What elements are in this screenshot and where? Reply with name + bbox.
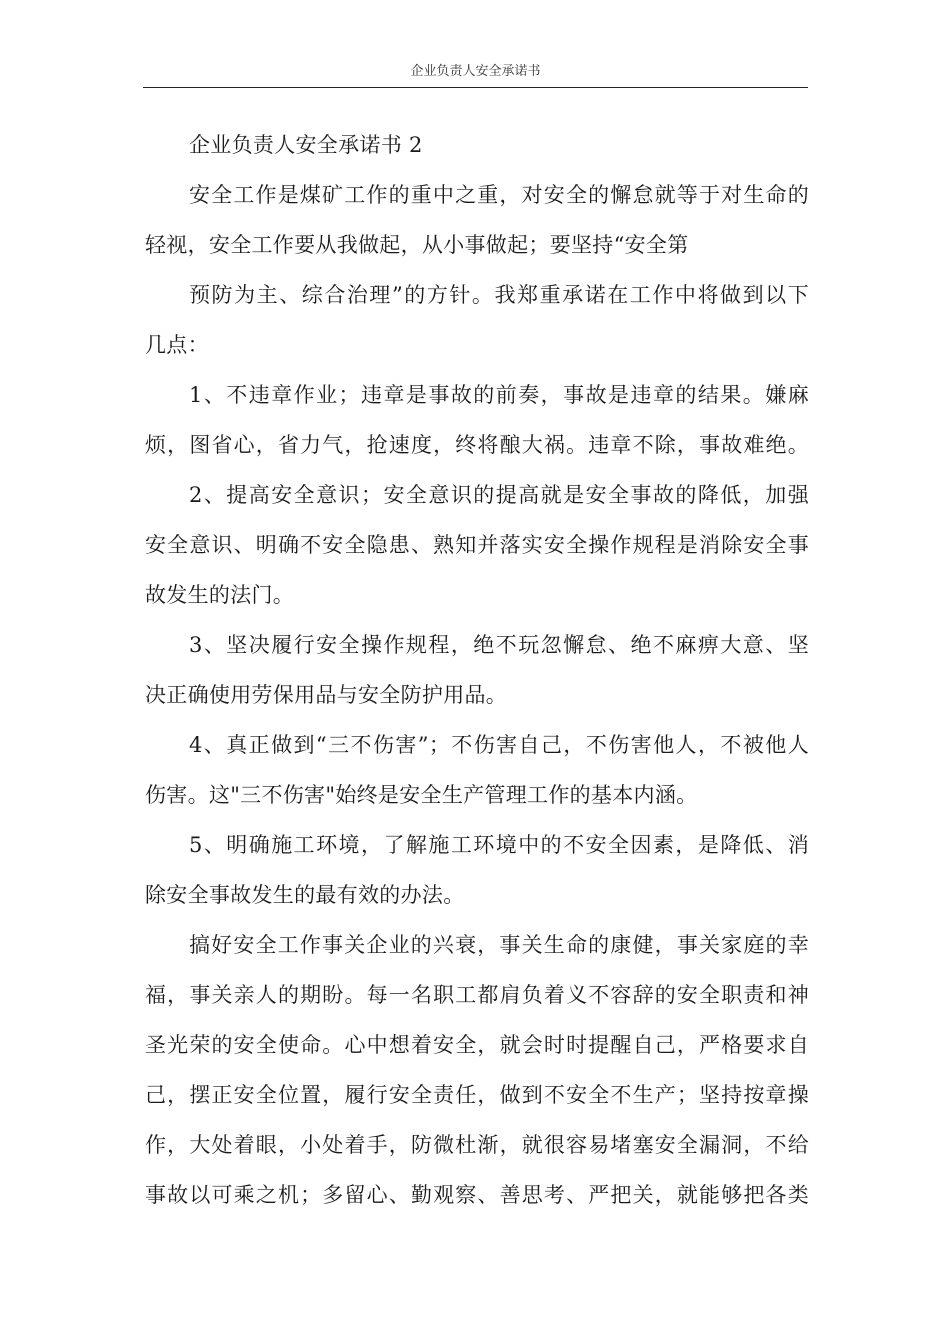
closing-paragraph-line: 搞好安全工作事关企业的兴衰，事关生命的康健，事关家庭的幸 xyxy=(189,933,809,957)
list-item-4-line: 4、真正做到“三不伤害”；不伤害自己，不伤害他人，不被他人 xyxy=(189,733,809,757)
document-body xyxy=(145,120,809,1220)
closing-paragraph-line: 己，摆正安全位置，履行安全责任，做到不安全不生产；坚持按章操 xyxy=(145,1083,809,1107)
running-header: 企业负责人安全承诺书 xyxy=(410,64,541,79)
list-item-2-line: 安全意识、明确不安全隐患、熟知并落实安全操作规程是消除安全事 xyxy=(145,533,809,557)
header-divider xyxy=(143,87,808,88)
closing-paragraph-line: 福，事关亲人的期盼。每一名职工都肩负着义不容辞的安全职责和神 xyxy=(145,983,809,1007)
paragraph-line: 几点： xyxy=(145,333,209,357)
list-item-1-line: 1、不违章作业；违章是事故的前奏，事故是违章的结果。嫌麻 xyxy=(189,383,809,407)
list-item-1-line: 烦，图省心，省力气，抢速度，终将酿大祸。违章不除，事故难绝。 xyxy=(145,433,809,457)
paragraph-line: 预防为主、综合治理”的方针。我郑重承诺在工作中将做到以下 xyxy=(189,283,809,307)
list-item-4-line: 伤害。这"三不伤害"始终是安全生产管理工作的基本内涵。 xyxy=(145,783,698,807)
closing-paragraph-line: 圣光荣的安全使命。心中想着安全，就会时时提醒自己，严格要求自 xyxy=(145,1033,809,1057)
list-item-5-line: 除安全事故发生的最有效的办法。 xyxy=(145,883,465,907)
document-subtitle: 企业负责人安全承诺书 2 xyxy=(189,133,423,157)
paragraph-line: 安全工作是煤矿工作的重中之重，对安全的懈怠就等于对生命的 xyxy=(189,183,809,207)
closing-paragraph-line: 事故以可乘之机；多留心、勤观察、善思考、严把关，就能够把各类 xyxy=(145,1183,809,1207)
list-item-3-line: 决正确使用劳保用品与安全防护用品。 xyxy=(145,683,508,707)
paragraph-line: 轻视，安全工作要从我做起，从小事做起；要坚持“安全第 xyxy=(145,233,689,257)
list-item-2-line: 2、提高安全意识；安全意识的提高就是安全事故的降低，加强 xyxy=(189,483,809,507)
list-item-2-line: 故发生的法门。 xyxy=(145,583,295,607)
list-item-3-line: 3、坚决履行安全操作规程，绝不玩忽懈怠、绝不麻痹大意、坚 xyxy=(189,633,809,657)
list-item-5-line: 5、明确施工环境，了解施工环境中的不安全因素，是降低、消 xyxy=(189,833,809,857)
closing-paragraph-line: 作，大处着眼，小处着手，防微杜渐，就很容易堵塞安全漏洞，不给 xyxy=(145,1133,809,1157)
